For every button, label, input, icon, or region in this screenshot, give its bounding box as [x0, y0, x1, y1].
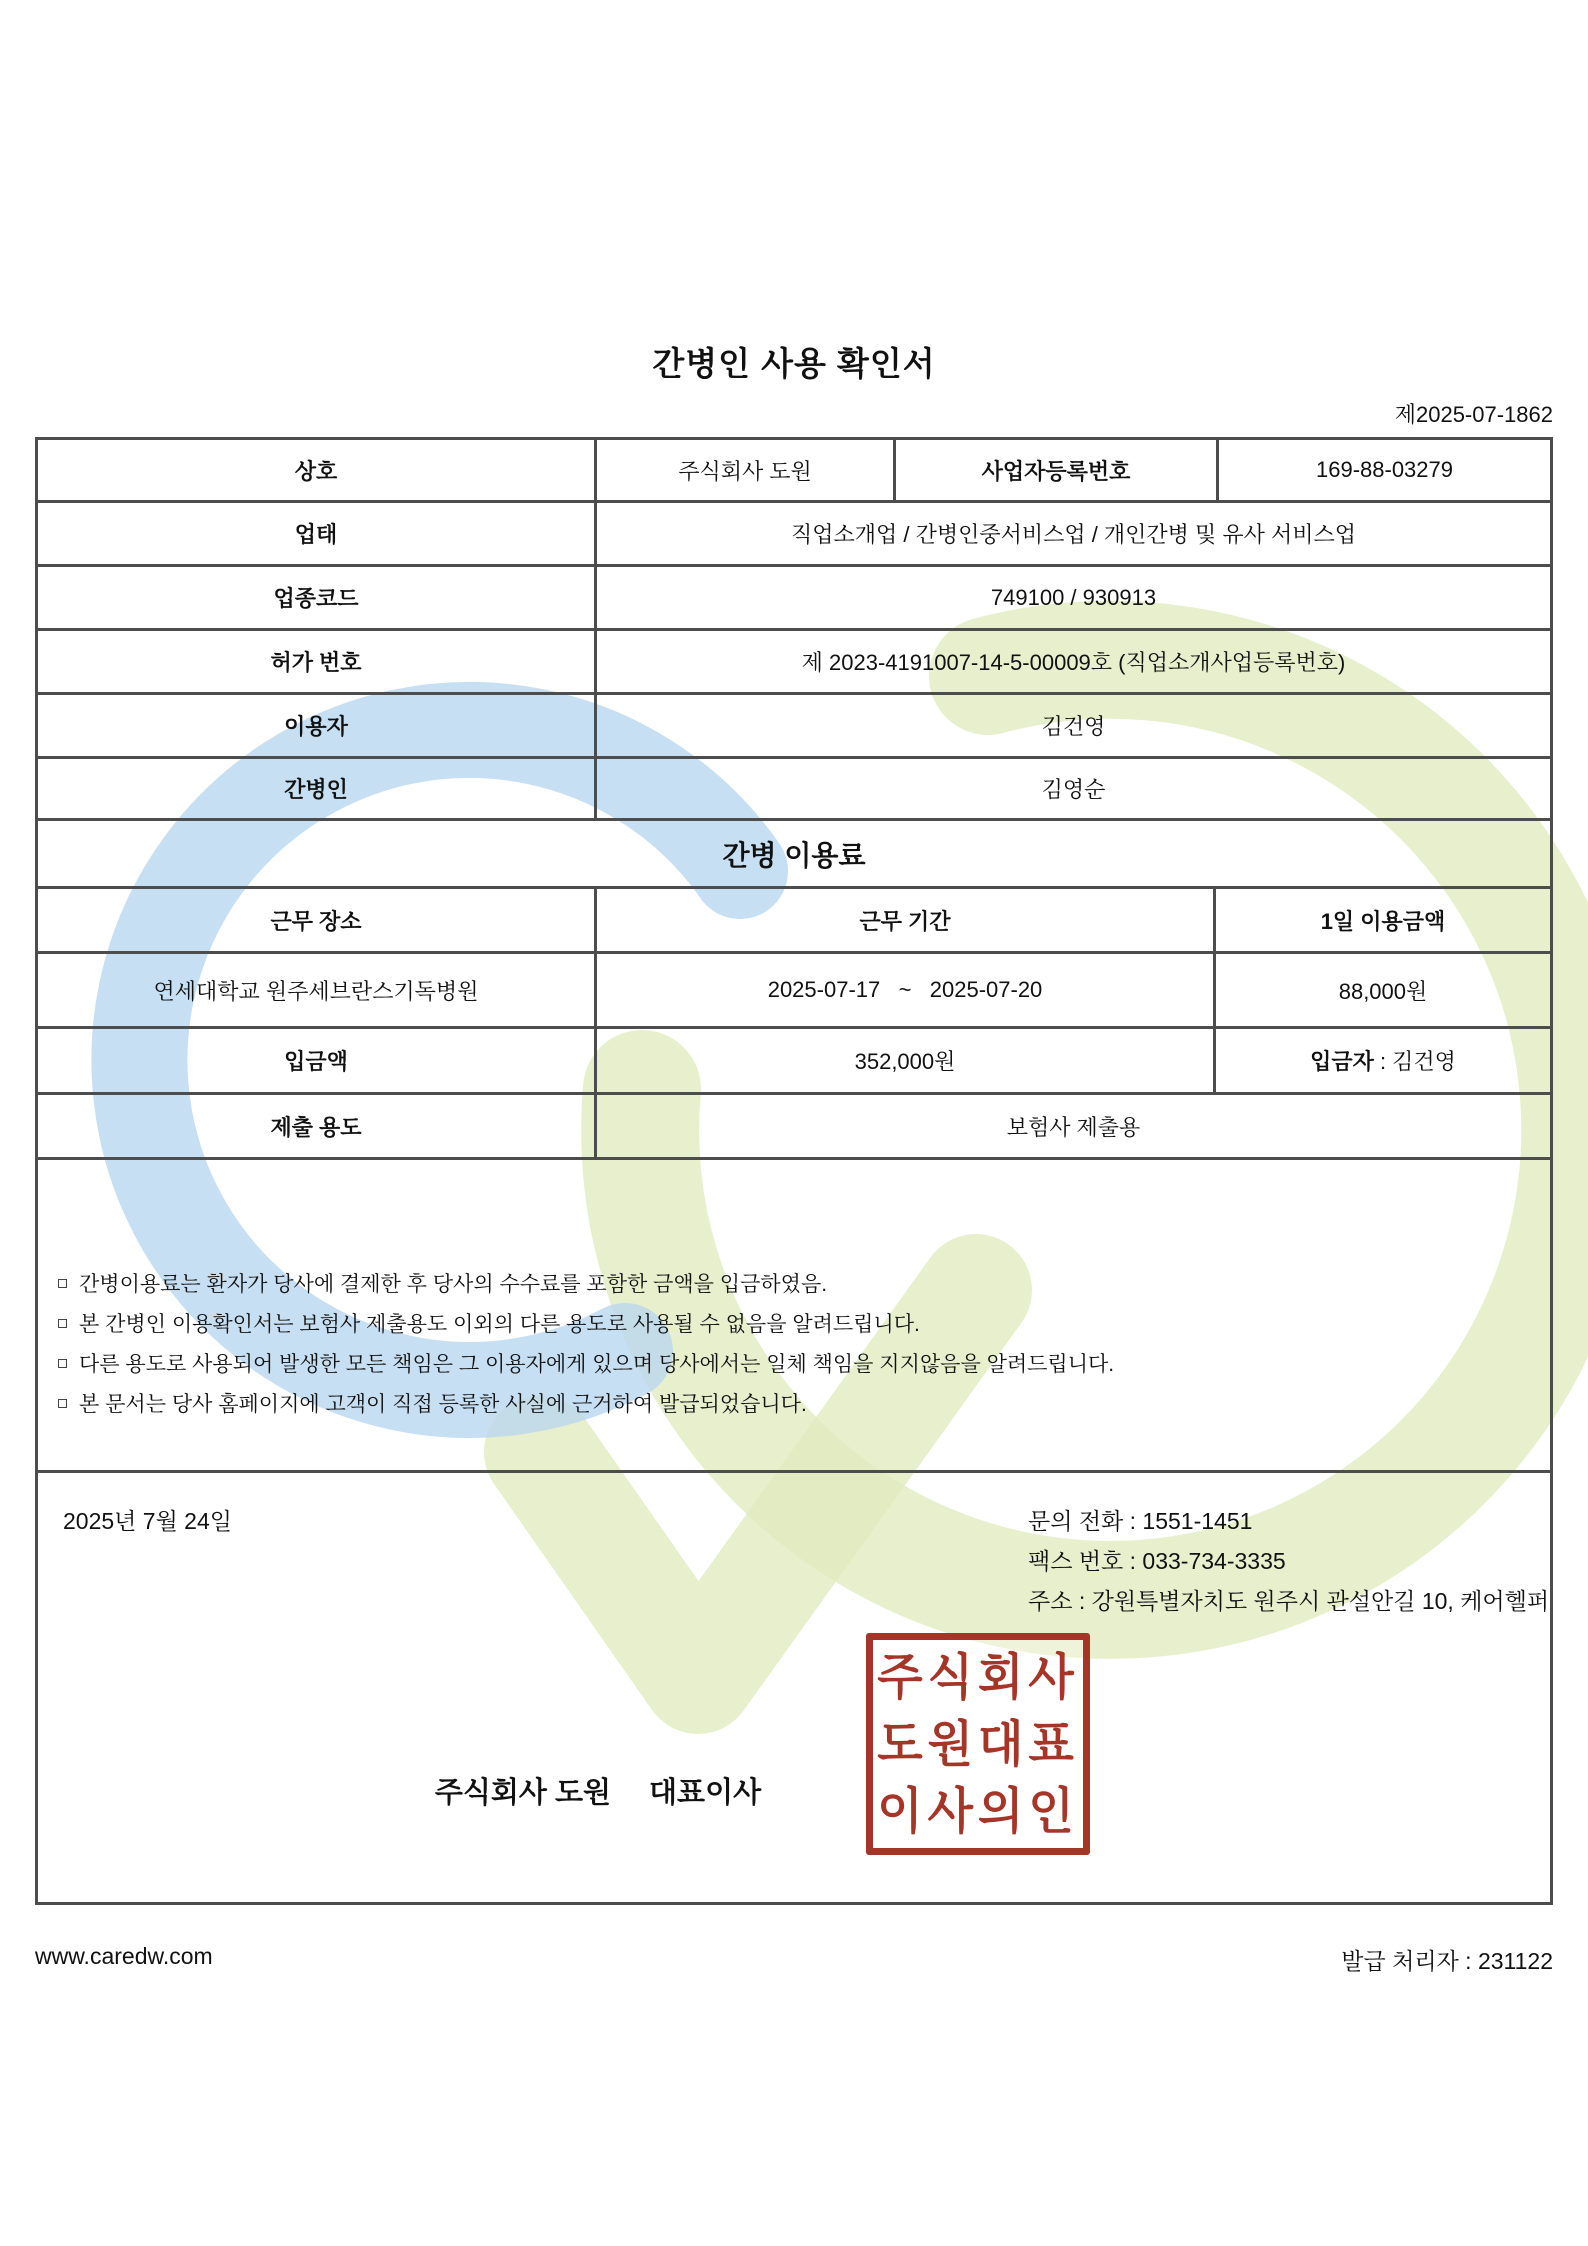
- stamp-text: 도원대표: [877, 1715, 1079, 1772]
- fee-section-title: 간병 이용료: [38, 821, 1550, 889]
- bullet-square-icon: [58, 1359, 67, 1368]
- contact-info: [1028, 1501, 1549, 1621]
- work-place-header: 근무 장소: [38, 889, 597, 951]
- notes-box: [38, 1160, 1550, 1473]
- user-value: 김건영: [1041, 714, 1106, 739]
- table-row: [38, 503, 1550, 567]
- note-line: [58, 1303, 1550, 1343]
- user-label: 이용자: [38, 695, 597, 756]
- certificate-table: [35, 437, 1553, 1905]
- note-text: 다른 용도로 사용되어 발생한 모든 책임은 그 이용자에게 있으며 당사에서는 일체 책임을 지지않음을 알려드립니다.: [79, 1353, 1115, 1376]
- business-reg-no-value: 169-88-03279: [1315, 457, 1453, 482]
- bullet-square-icon: [58, 1399, 67, 1408]
- depositor-cell: [1216, 1029, 1550, 1092]
- note-text: 본 문서는 당사 홈페이지에 고객이 직접 등록한 사실에 근거하여 발급되었습니다.: [79, 1393, 807, 1416]
- table-row: [38, 759, 1550, 821]
- business-reg-no-label: 사업자등록번호: [896, 440, 1219, 500]
- signature-role: 대표이사: [649, 1777, 762, 1809]
- purpose-label: 제출 용도: [38, 1095, 597, 1157]
- page-title: 간병인 사용 확인서: [652, 345, 936, 382]
- company-name-label: 상호: [38, 440, 597, 500]
- depositor-name: : 김건영: [1373, 1049, 1456, 1074]
- company-name-value: 주식회사 도원: [597, 440, 896, 500]
- note-text: 간병이용료는 환자가 당사에 결제한 후 당사의 수수료를 포함한 금액을 입금하였음.: [79, 1273, 828, 1296]
- stamp-text: 주식회사: [877, 1648, 1079, 1705]
- note-line: [58, 1263, 1550, 1303]
- contact-phone: 문의 전화 : 1551-1451: [1028, 1508, 1253, 1534]
- purpose-row: [38, 1095, 1550, 1160]
- industry-code-label: 업종코드: [38, 567, 597, 628]
- footer-website: www.caredw.com: [35, 1943, 213, 1969]
- depositor-label: 입금자: [1310, 1049, 1374, 1074]
- work-period-header: 근무 기간: [597, 889, 1216, 951]
- contact-fax: 팩스 번호 : 033-734-3335: [1028, 1548, 1286, 1574]
- deposit-amount: 352,000원: [597, 1029, 1216, 1092]
- fee-header-row: [38, 889, 1550, 954]
- work-period-value: 2025-07-17 ~ 2025-07-20: [597, 954, 1216, 1026]
- permit-no-label: 허가 번호: [38, 631, 597, 692]
- table-row: [38, 567, 1550, 631]
- bullet-square-icon: [58, 1319, 67, 1328]
- purpose-value: 보험사 제출용: [1006, 1114, 1141, 1140]
- stamp-text: 이사의인: [877, 1782, 1079, 1839]
- table-row: [38, 631, 1550, 695]
- business-type-value: 직업소개업 / 간병인중서비스업 / 개인간병 및 유사 서비스업: [790, 522, 1357, 547]
- work-place-value: 연세대학교 원주세브란스기독병원: [38, 954, 597, 1026]
- caregiver-value: 김영순: [1041, 777, 1106, 802]
- signature-box: [38, 1473, 1550, 1902]
- note-line: [58, 1343, 1550, 1383]
- daily-fee-header: 1일 이용금액: [1320, 908, 1446, 934]
- note-text: 본 간병인 이용확인서는 보험사 제출용도 이외의 다른 용도로 사용될 수 없음을 알려드립니다.: [79, 1313, 920, 1336]
- business-type-label: 업태: [38, 503, 597, 564]
- deposit-label: 입금액: [38, 1029, 597, 1092]
- issue-date: 2025년 7월 24일: [63, 1508, 232, 1534]
- caregiver-label: 간병인: [38, 759, 597, 818]
- document-number: 제2025-07-1862: [1394, 402, 1553, 427]
- contact-address: 주소 : 강원특별자치도 원주시 관설안길 10, 케어헬퍼: [1028, 1588, 1550, 1614]
- industry-code-value: 749100 / 930913: [990, 584, 1157, 610]
- signature-company: 주식회사 도원: [434, 1777, 612, 1809]
- bullet-square-icon: [58, 1279, 67, 1288]
- signature-line: [338, 1770, 858, 1811]
- footer-issuer: 발급 처리자 : 231122: [1341, 1948, 1553, 1974]
- corporate-seal-stamp: [866, 1633, 1090, 1855]
- table-row: [38, 440, 1550, 503]
- table-row: [38, 695, 1550, 759]
- fee-data-row: [38, 954, 1550, 1029]
- deposit-row: [38, 1029, 1550, 1095]
- permit-no-value: 제 2023-4191007-14-5-00009호 (직업소개사업등록번호): [801, 650, 1346, 675]
- daily-fee-value: 88,000원: [1338, 978, 1428, 1004]
- note-line: [58, 1383, 1550, 1423]
